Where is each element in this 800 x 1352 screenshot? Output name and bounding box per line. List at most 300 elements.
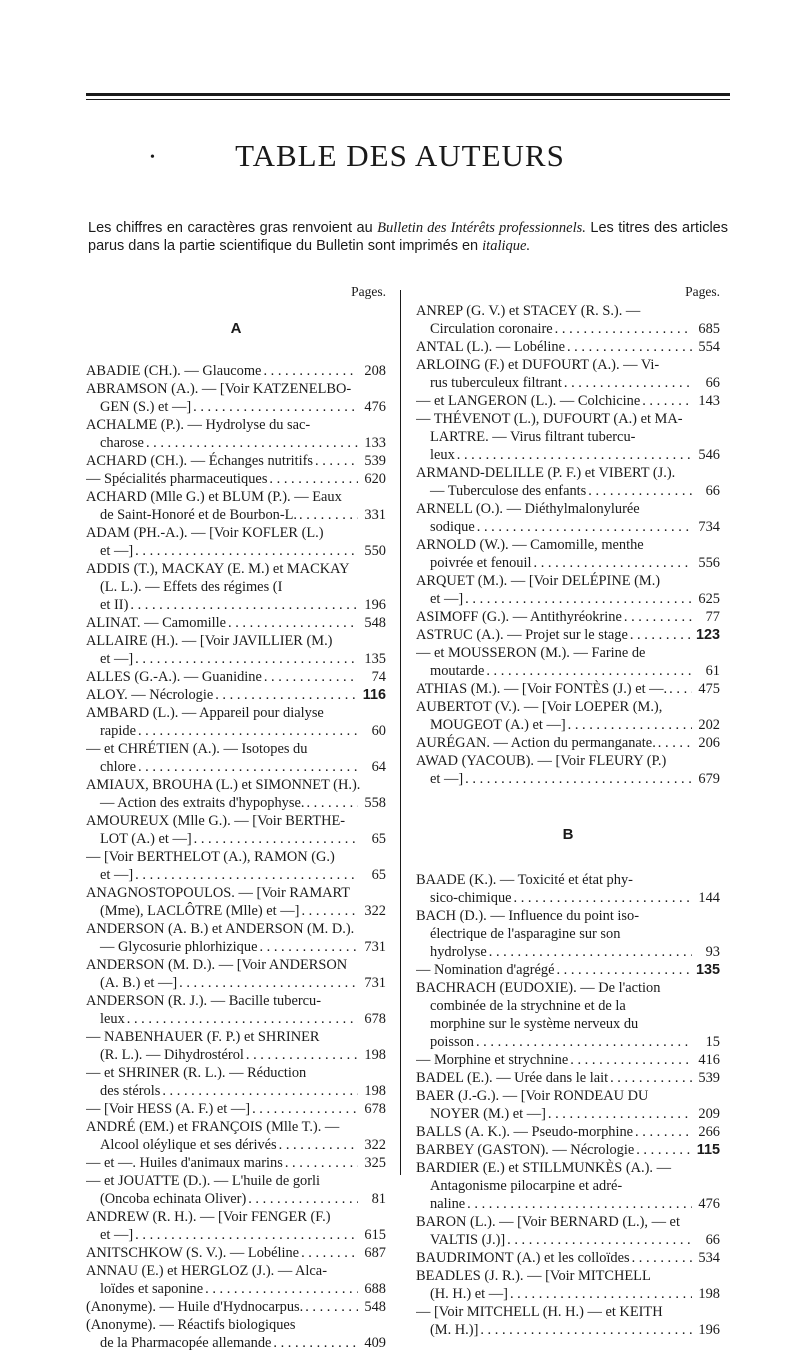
entry-last-line xyxy=(86,1298,386,1316)
index-entry xyxy=(86,470,386,488)
entry-last-line xyxy=(416,482,720,500)
page-number: 135 xyxy=(695,962,720,978)
page-number: 534 xyxy=(698,1250,720,1266)
intro-italic-1: Bulletin des Intérêts professionnels. xyxy=(377,220,586,236)
entry-text: rapide xyxy=(100,723,136,739)
page-number: 115 xyxy=(696,1142,720,1158)
entry-last-line xyxy=(416,518,720,536)
index-entry xyxy=(416,871,720,907)
dot-leader xyxy=(635,1123,692,1141)
dot-leader xyxy=(489,943,692,961)
page-number: 93 xyxy=(705,944,720,960)
index-entry xyxy=(86,1028,386,1064)
entry-text: de Saint-Honoré et de Bourbon-L. xyxy=(100,507,298,523)
index-entry xyxy=(416,1267,720,1303)
entry-text: sico-chimique xyxy=(430,890,512,906)
page-number: 546 xyxy=(698,447,720,463)
index-entry xyxy=(416,536,720,572)
index-entry xyxy=(416,338,720,356)
entry-text: LOT (A.) et —] xyxy=(100,831,192,847)
dot-leader xyxy=(279,1136,358,1154)
entry-last-line xyxy=(86,596,386,614)
entry-text: — Spécialités pharmaceutiques xyxy=(86,471,268,487)
entry-line: ANDRÉ (EM.) et FRANÇOIS (Mlle T.). — xyxy=(86,1119,340,1135)
entry-line: ADDIS (T.), MACKAY (E. M.) et MACKAY xyxy=(86,561,350,577)
page-number: 198 xyxy=(364,1083,386,1099)
entry-line: — NABENHAUER (F. P.) et SHRINER xyxy=(86,1029,320,1045)
dot-leader xyxy=(138,722,358,740)
page-number: 196 xyxy=(364,597,386,613)
entry-line: AUBERTOT (V.). — [Voir LOEPER (M.), xyxy=(416,699,663,715)
entry-text: ALOY. — Nécrologie xyxy=(86,687,214,703)
index-entry xyxy=(416,979,720,1051)
page-number: 476 xyxy=(364,399,386,415)
entry-text: Alcool oléylique et ses dérivés xyxy=(100,1137,277,1153)
entry-last-line xyxy=(416,1195,720,1213)
entry-text: — et —. Huiles d'animaux marins xyxy=(86,1155,283,1171)
page-number: 678 xyxy=(364,1011,386,1027)
entry-last-line xyxy=(416,590,720,608)
dot-leader xyxy=(193,398,358,416)
index-entry xyxy=(86,812,386,848)
entry-line: BACH (D.). — Influence du point iso- xyxy=(416,908,640,924)
entry-text: AURÉGAN. — Action du permanganate. xyxy=(416,735,656,751)
entry-last-line xyxy=(86,362,386,380)
entry-last-line xyxy=(416,626,720,644)
index-entry xyxy=(86,1154,386,1172)
entry-text: — Nomination d'agrégé xyxy=(416,962,555,978)
intro-paragraph xyxy=(88,219,728,255)
entry-text: Circulation coronaire xyxy=(430,321,553,337)
entry-text: et —] xyxy=(100,1227,134,1243)
dot-leader xyxy=(564,374,692,392)
entry-text: (Oncoba echinata Oliver) xyxy=(100,1191,247,1207)
intro-italic-2: italique. xyxy=(482,238,531,254)
page-number: 678 xyxy=(364,1101,386,1117)
entry-last-line xyxy=(86,1010,386,1028)
entry-last-line xyxy=(416,680,720,698)
entry-line: — et MOUSSERON (M.). — Farine de xyxy=(416,645,646,661)
entry-text: (R. L.). — Dihydrostérol xyxy=(100,1047,244,1063)
entry-line: AMOUREUX (Mlle G.). — [Voir BERTHE- xyxy=(86,813,346,829)
entry-last-line xyxy=(416,889,720,907)
entry-line: LARTRE. — Virus filtrant tubercu- xyxy=(430,429,636,445)
entry-text: leux xyxy=(100,1011,125,1027)
entry-line: AMIAUX, BROUHA (L.) et SIMONNET (H.). xyxy=(86,777,361,793)
entry-last-line xyxy=(86,1154,386,1172)
entry-text: et —] xyxy=(100,543,134,559)
entry-last-line xyxy=(416,1285,720,1303)
dot-leader xyxy=(259,938,358,956)
entry-text: (H. H.) et —] xyxy=(430,1286,508,1302)
entry-last-line xyxy=(416,770,720,788)
entry-last-line xyxy=(416,1105,720,1123)
entry-text: ALINAT. — Camomille xyxy=(86,615,227,631)
page-number: 266 xyxy=(698,1124,720,1140)
entry-line: BAER (J.-G.). — [Voir RONDEAU DU xyxy=(416,1088,649,1104)
entry-text: rus tuberculeux filtrant xyxy=(430,375,562,391)
index-entry xyxy=(86,560,386,614)
dot-leader xyxy=(146,434,358,452)
section-letter-b: B xyxy=(562,826,574,843)
dot-leader xyxy=(215,686,358,704)
dot-leader xyxy=(555,320,692,338)
index-entry xyxy=(86,362,386,380)
page-number: 133 xyxy=(364,435,386,451)
dot-leader xyxy=(135,1226,358,1244)
entry-last-line xyxy=(86,1190,386,1208)
entry-last-line xyxy=(86,830,386,848)
entry-line: — [Voir MITCHELL (H. H.) — et KEITH xyxy=(416,1304,663,1320)
dot-leader xyxy=(510,1285,692,1303)
entry-line: AWAD (YACOUB). — [Voir FLEURY (P.) xyxy=(416,753,667,769)
entry-line: ARMAND-DELILLE (P. F.) et VIBERT (J.). xyxy=(416,465,676,481)
page-number: 548 xyxy=(364,1299,386,1315)
entry-line: ARLOING (F.) et DUFOURT (A.). — Vi- xyxy=(416,357,660,373)
entry-text: et —] xyxy=(430,771,464,787)
entry-last-line xyxy=(86,470,386,488)
index-entry xyxy=(416,464,720,500)
index-entry xyxy=(416,1087,720,1123)
entry-line: ANDERSON (R. J.). — Bacille tubercu- xyxy=(86,993,322,1009)
entry-line: ANDREW (R. H.). — [Voir FENGER (F.) xyxy=(86,1209,331,1225)
dot-leader xyxy=(630,626,692,644)
entry-text: et —] xyxy=(100,867,134,883)
index-entry xyxy=(86,488,386,524)
column-divider xyxy=(400,290,401,1175)
page-number: 61 xyxy=(705,663,720,679)
index-entry xyxy=(86,614,386,632)
entry-last-line xyxy=(86,974,386,992)
dot-leader xyxy=(477,518,692,536)
entry-text: moutarde xyxy=(430,663,485,679)
index-entry xyxy=(86,668,386,686)
dot-leader xyxy=(669,680,692,698)
page-number: 143 xyxy=(698,393,720,409)
page-number: 556 xyxy=(698,555,720,571)
entry-last-line xyxy=(416,338,720,356)
pages-label: Pages. xyxy=(351,284,386,299)
dot-leader xyxy=(285,1154,358,1172)
index-entry xyxy=(416,734,720,752)
right-column xyxy=(416,282,720,1339)
page-number: 625 xyxy=(698,591,720,607)
entry-line: ANREP (G. V.) et STACEY (R. S.). — xyxy=(416,303,641,319)
index-entry xyxy=(86,1100,386,1118)
page-number: 74 xyxy=(371,669,386,685)
page-number: 688 xyxy=(364,1281,386,1297)
page-number: 416 xyxy=(698,1052,720,1068)
index-entry xyxy=(416,572,720,608)
page-number: 65 xyxy=(371,831,386,847)
page-number: 615 xyxy=(364,1227,386,1243)
page-number: 202 xyxy=(698,717,720,733)
entry-last-line xyxy=(416,734,720,752)
pages-label-right: Pages. xyxy=(685,284,720,299)
entry-text: ABADIE (CH.). — Glaucome xyxy=(86,363,262,379)
dot-leader xyxy=(138,758,358,776)
entry-line: ADAM (PH.-A.). — [Voir KOFLER (L.) xyxy=(86,525,324,541)
entry-text: ATHIAS (M.). — [Voir FONTÈS (J.) et —. xyxy=(416,681,668,697)
entry-text: BALLS (A. K.). — Pseudo-morphine xyxy=(416,1124,634,1140)
index-entry xyxy=(416,410,720,464)
entry-text: BAUDRIMONT (A.) et les colloïdes xyxy=(416,1250,630,1266)
index-entry xyxy=(416,752,720,788)
entry-last-line xyxy=(86,686,386,704)
index-entry xyxy=(416,392,720,410)
index-entry xyxy=(416,1069,720,1087)
entry-text: poisson xyxy=(430,1034,474,1050)
dot-leader xyxy=(263,362,358,380)
entry-line: — et JOUATTE (D.). — L'huile de gorli xyxy=(86,1173,320,1189)
entry-line: — et SHRINER (R. L.). — Réduction xyxy=(86,1065,307,1081)
entry-last-line xyxy=(86,866,386,884)
dot-leader xyxy=(264,668,358,686)
page-number: 734 xyxy=(698,519,720,535)
entry-line: morphine sur le système nerveux du xyxy=(430,1016,639,1032)
dot-leader xyxy=(588,482,692,500)
intro-text-1: Les chiffres en caractères gras renvoient au xyxy=(88,220,378,236)
dot-leader xyxy=(306,794,358,812)
entry-last-line xyxy=(416,961,720,979)
entry-text: — Morphine et strychnine xyxy=(416,1052,569,1068)
entry-last-line xyxy=(416,374,720,392)
page-number: 731 xyxy=(364,975,386,991)
entry-last-line xyxy=(416,1051,720,1069)
dot-leader xyxy=(467,1195,692,1213)
entry-text: et —] xyxy=(430,591,464,607)
entry-last-line xyxy=(86,1334,386,1352)
entry-line: BAADE (K.). — Toxicité et état phy- xyxy=(416,872,633,888)
entry-last-line xyxy=(86,1082,386,1100)
dot-leader xyxy=(127,1010,358,1028)
dot-leader xyxy=(194,830,358,848)
dot-leader xyxy=(556,961,692,979)
dot-leader xyxy=(548,1105,692,1123)
index-entry xyxy=(86,740,386,776)
page-number: 209 xyxy=(698,1106,720,1122)
entry-line: ANDERSON (M. D.). — [Voir ANDERSON xyxy=(86,957,348,973)
index-entry xyxy=(86,776,386,812)
entry-line: ABRAMSON (A.). — [Voir KATZENELBO- xyxy=(86,381,352,397)
entry-last-line xyxy=(416,716,720,734)
entry-line: BARDIER (E.) et STILLMUNKÈS (A.). — xyxy=(416,1160,672,1176)
index-entry xyxy=(416,608,720,626)
page-number: 60 xyxy=(371,723,386,739)
entry-last-line xyxy=(86,902,386,920)
dot-leader xyxy=(534,554,693,572)
entry-line: ARNOLD (W.). — Camomille, menthe xyxy=(416,537,644,553)
dot-leader xyxy=(246,1046,358,1064)
dot-leader xyxy=(465,590,692,608)
dot-leader xyxy=(301,1244,358,1262)
dot-leader xyxy=(248,1190,358,1208)
page-number: 208 xyxy=(364,363,386,379)
entry-text: GEN (S.) et —] xyxy=(100,399,192,415)
dot-leader xyxy=(465,770,692,788)
page-number: 65 xyxy=(371,867,386,883)
entry-text: (M. H.)] xyxy=(430,1322,479,1338)
entry-text: loïdes et saponine xyxy=(100,1281,204,1297)
dot-leader xyxy=(514,889,692,907)
entry-last-line xyxy=(86,794,386,812)
index-entry xyxy=(86,1208,386,1244)
entry-text: — Action des extraits d'hypophyse. xyxy=(100,795,305,811)
entry-line: Antagonisme pilocarpine et adré- xyxy=(430,1178,623,1194)
entry-text: — et LANGERON (L.). — Colchicine xyxy=(416,393,641,409)
entry-text: ACHARD (CH.). — Échanges nutritifs xyxy=(86,453,314,469)
entry-last-line xyxy=(86,1046,386,1064)
index-entry xyxy=(86,686,386,704)
index-entry xyxy=(86,1262,386,1298)
entry-last-line xyxy=(86,1244,386,1262)
entry-text: — Glycosurie phlorhizique xyxy=(100,939,258,955)
entry-last-line xyxy=(416,1033,720,1051)
index-entry xyxy=(416,1123,720,1141)
index-entry xyxy=(86,1298,386,1316)
entry-text: MOUGEOT (A.) et —] xyxy=(430,717,566,733)
entry-last-line xyxy=(416,608,720,626)
index-entry xyxy=(86,884,386,920)
page-number: 135 xyxy=(364,651,386,667)
entry-last-line xyxy=(86,506,386,524)
entry-text: ANTAL (L.). — Lobéline xyxy=(416,339,565,355)
page-number: 66 xyxy=(705,483,720,499)
page-number: 116 xyxy=(362,687,386,703)
dot-leader xyxy=(567,338,692,356)
entry-line: — THÉVENOT (L.), DUFOURT (A.) et MA- xyxy=(416,411,683,427)
dot-leader xyxy=(636,1141,692,1159)
index-entry xyxy=(416,1141,720,1159)
entry-text: (A. B.) et —] xyxy=(100,975,178,991)
dot-leader xyxy=(269,470,358,488)
entry-line: électrique de l'asparagine sur son xyxy=(430,926,621,942)
page-number: 687 xyxy=(364,1245,386,1261)
page-number: 679 xyxy=(698,771,720,787)
top-rule-thin xyxy=(86,99,730,100)
index-entry xyxy=(416,1213,720,1249)
entry-text: des stérols xyxy=(100,1083,161,1099)
page-number: 539 xyxy=(364,453,386,469)
entry-line: ANDERSON (A. B.) et ANDERSON (M. D.). xyxy=(86,921,355,937)
page-number: 325 xyxy=(364,1155,386,1171)
page-number: 322 xyxy=(364,903,386,919)
entry-line: (Anonyme). — Réactifs biologiques xyxy=(86,1317,296,1333)
title-bullet: • xyxy=(150,150,155,165)
entry-text: et —] xyxy=(100,651,134,667)
index-entry xyxy=(86,992,386,1028)
index-entry xyxy=(86,848,386,884)
index-entry xyxy=(416,1159,720,1213)
dot-leader xyxy=(624,608,692,626)
entry-line: AMBARD (L.). — Appareil pour dialyse xyxy=(86,705,324,721)
page-number: 123 xyxy=(695,627,720,643)
page-number: 558 xyxy=(364,795,386,811)
entry-last-line xyxy=(416,446,720,464)
index-entry xyxy=(86,416,386,452)
index-entry xyxy=(416,1303,720,1339)
entry-text: — Tuberculose des enfants xyxy=(430,483,587,499)
entry-last-line xyxy=(416,1231,720,1249)
index-entry xyxy=(416,1249,720,1267)
index-entry xyxy=(86,704,386,740)
entry-last-line xyxy=(86,668,386,686)
dot-leader xyxy=(273,1334,358,1352)
section-letter-a: A xyxy=(230,320,242,337)
entry-line: (L. L.). — Effets des régimes (I xyxy=(100,579,283,595)
index-entry xyxy=(416,961,720,979)
dot-leader xyxy=(299,506,358,524)
entry-last-line xyxy=(86,398,386,416)
page-number: 66 xyxy=(705,1232,720,1248)
entry-last-line xyxy=(416,554,720,572)
page-number: 206 xyxy=(698,735,720,751)
entry-text: ANITSCHKOW (S. V.). — Lobéline xyxy=(86,1245,300,1261)
entry-text: — [Voir HESS (A. F.) et —] xyxy=(86,1101,251,1117)
dot-leader xyxy=(179,974,358,992)
entry-line: ACHALME (P.). — Hydrolyse du sac- xyxy=(86,417,311,433)
entry-last-line xyxy=(86,650,386,668)
entry-last-line xyxy=(86,614,386,632)
right-entries-b xyxy=(416,871,720,1339)
entry-last-line xyxy=(86,452,386,470)
dot-leader xyxy=(507,1231,692,1249)
page-number: 198 xyxy=(698,1286,720,1302)
index-entry xyxy=(86,920,386,956)
index-entry xyxy=(86,632,386,668)
page-number: 548 xyxy=(364,615,386,631)
index-entry xyxy=(86,1064,386,1100)
entry-text: NOYER (M.) et —] xyxy=(430,1106,546,1122)
page-number: 476 xyxy=(698,1196,720,1212)
entry-text: ALLES (G.-A.). — Guanidine xyxy=(86,669,262,685)
entry-last-line xyxy=(86,938,386,956)
dot-leader xyxy=(135,542,358,560)
dot-leader xyxy=(610,1069,692,1087)
entry-line: combinée de la strychnine et de la xyxy=(430,998,626,1014)
entry-line: ANNAU (E.) et HERGLOZ (J.). — Alca- xyxy=(86,1263,327,1279)
entry-text: naline xyxy=(430,1196,466,1212)
entry-last-line xyxy=(86,434,386,452)
page-number: 196 xyxy=(698,1322,720,1338)
entry-last-line xyxy=(416,1249,720,1267)
entry-last-line xyxy=(86,758,386,776)
top-rule-thick xyxy=(86,93,730,96)
dot-leader xyxy=(315,452,358,470)
dot-leader xyxy=(486,662,692,680)
entry-last-line xyxy=(86,1226,386,1244)
page-number: 64 xyxy=(371,759,386,775)
entry-last-line xyxy=(86,1136,386,1154)
index-entry xyxy=(416,302,720,338)
index-entry xyxy=(86,1316,386,1352)
page-number: 198 xyxy=(364,1047,386,1063)
dot-leader xyxy=(130,596,358,614)
entry-text: (Mme), LACLÔTRE (Mlle) et —] xyxy=(100,903,300,919)
index-entry xyxy=(86,380,386,416)
index-entry xyxy=(416,698,720,734)
page-number: 685 xyxy=(698,321,720,337)
entry-last-line xyxy=(86,542,386,560)
index-entry xyxy=(416,644,720,680)
page-number: 331 xyxy=(364,507,386,523)
index-entry xyxy=(86,956,386,992)
entry-last-line xyxy=(416,1123,720,1141)
dot-leader xyxy=(632,1249,692,1267)
dot-leader xyxy=(301,902,358,920)
dot-leader xyxy=(476,1033,692,1051)
page-number: 77 xyxy=(705,609,720,625)
